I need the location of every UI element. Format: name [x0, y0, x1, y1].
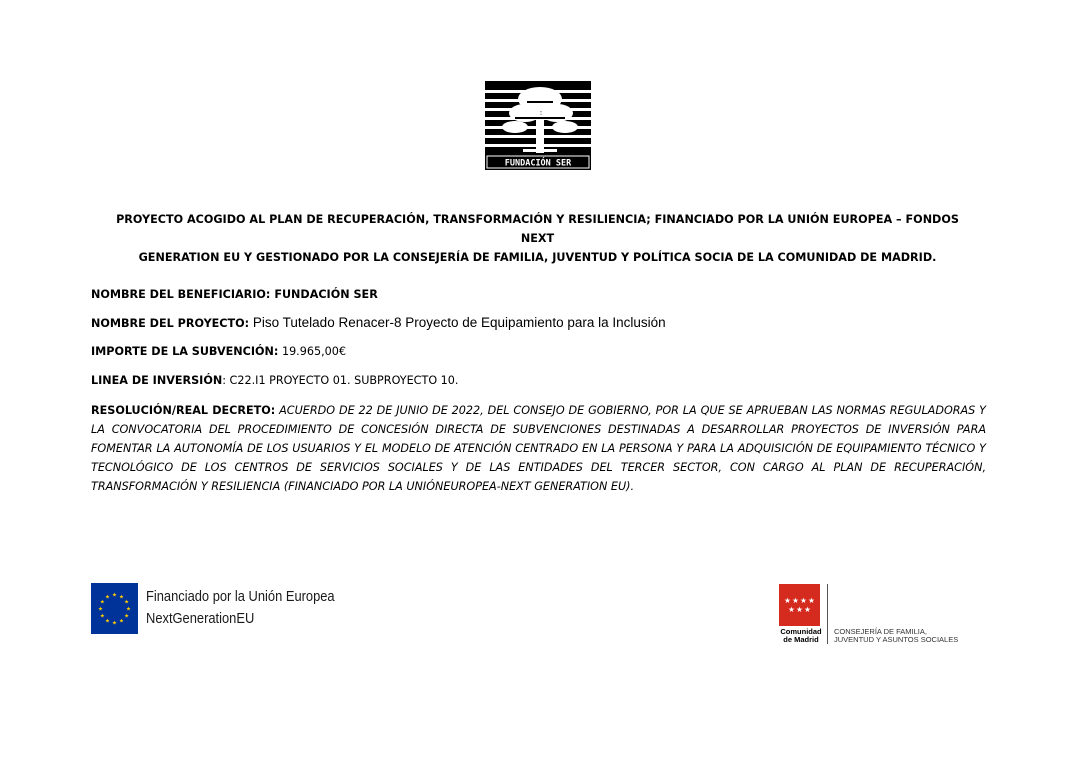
eu-star-icon: ★: [99, 599, 105, 606]
heading-line-1: PROYECTO ACOGIDO AL PLAN DE RECUPERACIÓN, TRANSFORMACIÓN Y RESILIENCIA; FINANCIADO POR LA UNIÓN EUROPEA – FONDOS NEXT: [116, 213, 959, 245]
eu-star-icon: ★: [105, 594, 110, 601]
eu-star-icon: ★: [98, 606, 103, 613]
eu-funding-line-1: Financiado por la Unión Europea: [146, 588, 335, 605]
eu-star-icon: ★: [112, 592, 117, 599]
eu-funding-line-2: NextGenerationEU: [146, 610, 255, 627]
importe-field: [91, 345, 346, 358]
resolucion-value: ACUERDO DE 22 DE JUNIO DE 2022, DEL CONSEJO DE GOBIERNO, POR LA QUE SE APRUEBAN LAS NORMAS REGULADORAS Y LA CONVOCATORIA DEL PROCEDIMIENTO DE CONCESIÓN DIRECTA DE SUBVENCIONES DESTINADAS A DESARROLLAR PROYECTOS DE INVERSIÓN PARA FOMENTAR LA AUTONOMÍA DE LOS USUARIOS Y EL MODELO DE ATENCIÓN CENTRADO EN LA PERSONA Y PARA LA ADQUISICIÓN DE EQUIPAMIENTO TÉCNICO Y TECNOLÓGICO DE LOS CENTROS DE SERVICIOS SOCIALES Y DE LAS ENTIDADES DEL TERCER SECTOR, CON CARGO AL PLAN DE RECUPERACIÓN, TRANSFORMACIÓN Y RESILIENCIA (FINANCIADO POR LA UNIÓNEUROPEA-NEXT GENERATION EU).: [91, 404, 987, 493]
logo-divider: [827, 584, 828, 644]
beneficiario-label: NOMBRE DEL BENEFICIARIO:: [91, 288, 271, 301]
madrid-star-icon: ★: [800, 596, 807, 605]
document-heading: [100, 210, 975, 267]
madrid-star-icon: ★: [788, 605, 795, 614]
consejeria-line-2: JUVENTUD Y ASUNTOS SOCIALES: [834, 635, 959, 644]
linea-field: [91, 374, 458, 387]
comunidad-madrid-name: [779, 628, 823, 644]
linea-label: LINEA DE INVERSIÓN: [91, 374, 223, 387]
fundacion-ser-logo-text: FUNDACIÓN SER: [504, 158, 572, 169]
proyecto-label: NOMBRE DEL PROYECTO:: [91, 317, 250, 330]
eu-star-icon: ★: [124, 613, 130, 620]
linea-value: : C22.I1 PROYECTO 01. SUBPROYECTO 10.: [222, 374, 459, 387]
eu-star-icon: ★: [99, 613, 105, 620]
eu-flag-icon: [91, 583, 138, 634]
consejeria-name: [834, 628, 958, 644]
heading-line-2: GENERATION EU Y GESTIONADO POR LA CONSEJERÍA DE FAMILIA, JUVENTUD Y POLÍTICA SOCIA DE LA COMUNIDAD DE MADRID.: [138, 251, 937, 264]
beneficiario-field: [91, 288, 378, 301]
resolucion-field: [91, 401, 986, 496]
eu-star-icon: ★: [126, 606, 131, 613]
beneficiario-value: FUNDACIÓN SER: [270, 288, 378, 301]
comunidad-name-line-2: de Madrid: [783, 635, 819, 644]
madrid-star-icon: ★: [804, 605, 811, 614]
importe-label: IMPORTE DE LA SUBVENCIÓN:: [91, 345, 279, 358]
madrid-star-icon: ★: [792, 596, 799, 605]
fundacion-ser-logo: [485, 81, 591, 170]
proyecto-field: [91, 315, 666, 330]
eu-star-icon: ★: [119, 594, 124, 601]
madrid-star-icon: ★: [784, 596, 791, 605]
eu-star-icon: ★: [119, 618, 124, 625]
resolucion-label: RESOLUCIÓN/REAL DECRETO:: [91, 404, 276, 417]
consejeria-line-1: CONSEJERÍA DE FAMILIA,: [834, 627, 927, 636]
proyecto-value: Piso Tutelado Renacer-8 Proyecto de Equipamiento para la Inclusión: [249, 315, 666, 330]
madrid-star-icon: ★: [808, 596, 815, 605]
eu-star-icon: ★: [112, 620, 117, 627]
importe-value: 19.965,00€: [278, 345, 347, 358]
comunidad-madrid-flag-icon: [779, 584, 820, 626]
eu-star-icon: ★: [105, 618, 110, 625]
madrid-star-icon: ★: [796, 605, 803, 614]
eu-funding-text: [146, 586, 335, 630]
comunidad-name-line-1: Comunidad: [780, 627, 822, 636]
eu-star-icon: ★: [124, 599, 130, 606]
